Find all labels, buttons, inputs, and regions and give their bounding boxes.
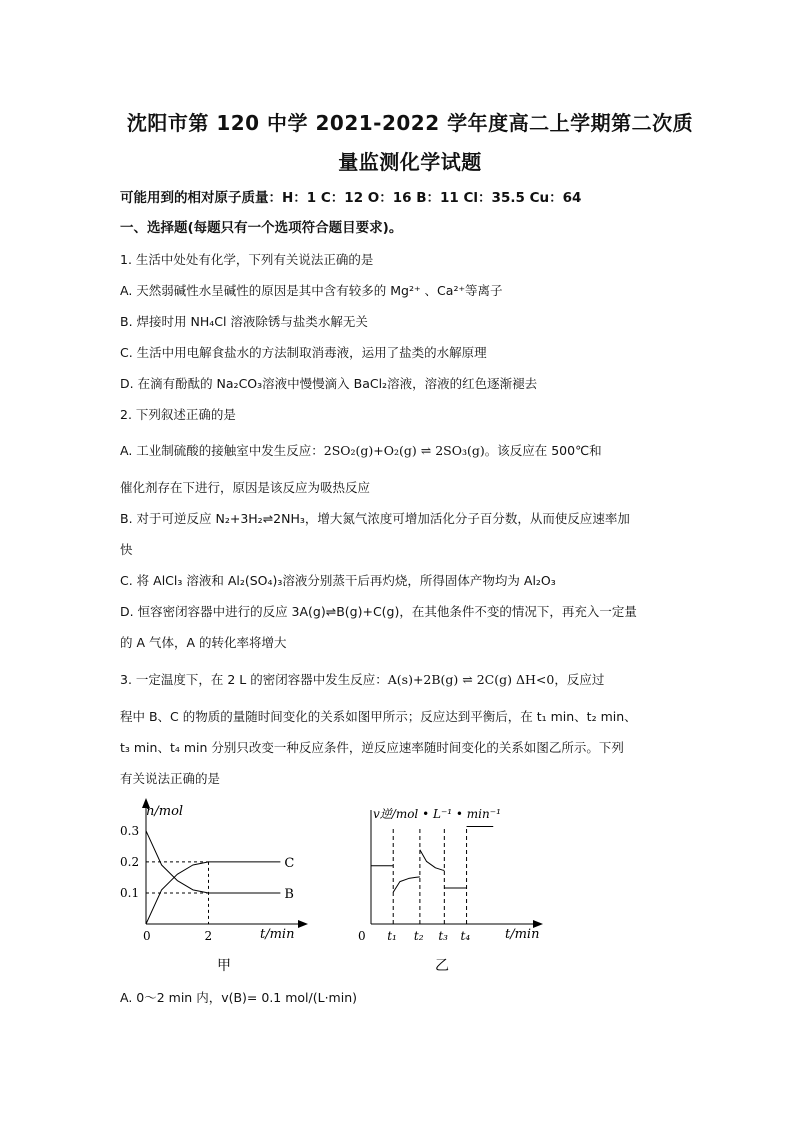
- q3-option-a: A. 0～2 min 内，v(B)= 0.1 mol/(L·min): [120, 990, 357, 1005]
- q2-option-a-text1: A. 工业制硫酸的接触室中发生反应：: [120, 443, 324, 458]
- q1-option-b: B. 焊接时用 NH₄Cl 溶液除锈与盐类水解无关: [120, 314, 368, 329]
- chart-jia-y-tick-label: 0.2: [120, 854, 140, 869]
- chart-yi-x-tick-label: t₁: [387, 929, 397, 943]
- q2-option-d-cont: 的 A 气体，A 的转化率将增大: [120, 635, 287, 650]
- chart-jia: [110, 798, 310, 978]
- chart-jia-x-tick-label: 0: [143, 929, 151, 943]
- chart-yi-x-tick-label: t₂: [413, 929, 424, 943]
- chart-yi-x-tick-label: 0: [358, 929, 366, 943]
- q2-stem: 2. 下列叙述正确的是: [120, 407, 236, 422]
- q2-option-d: D. 恒容密闭容器中进行的反应 3A(g)⇌B(g)+C(g)，在其他条件不变的情况下，再充入一定量: [120, 604, 637, 619]
- exam-title-line2: 量监测化学试题: [338, 150, 482, 174]
- q3-stem-line3: t₃ min、t₄ min 分别只改变一种反应条件，逆反应速率随时间变化的关系如图乙所示。下列: [120, 740, 624, 755]
- chart-yi-series-segment-2: [393, 877, 420, 892]
- chart-jia-series-label-B: B: [284, 886, 294, 902]
- q2-option-a-text2: 。该反应在 500℃和: [484, 443, 602, 458]
- section-heading-choice: 一、选择题(每题只有一个选项符合题目要求)。: [120, 220, 403, 236]
- q2-option-a-equation: 2SO₂(g)+O₂(g) ⇌ 2SO₃(g): [323, 443, 485, 458]
- q1-stem: 1. 生活中处处有化学，下列有关说法正确的是: [120, 252, 374, 267]
- q2-option-b: B. 对于可逆反应 N₂+3H₂⇌2NH₃，增大氮气浓度可增加活化分子百分数，从而使反应速率加: [120, 511, 630, 526]
- q3-stem-line4: 有关说法正确的是: [120, 771, 221, 786]
- chart-jia-y-tick-label: 0.3: [120, 823, 140, 838]
- chart-yi-series-segment-3: [420, 850, 444, 871]
- chart-jia-title: 甲: [217, 958, 231, 974]
- q1-option-c: C. 生活中用电解食盐水的方法制取消毒液，运用了盐类的水解原理: [120, 345, 487, 360]
- q1-option-a: A. 天然弱碱性水呈碱性的原因是其中含有较多的 Mg²⁺ 、Ca²⁺等离子: [120, 283, 503, 298]
- atomic-masses-note: 可能用到的相对原子质量：H：1 C：12 O：16 B：11 Cl：35.5 Cu：64: [120, 190, 582, 206]
- chart-jia-x-tick-label: 2: [204, 929, 213, 943]
- chart-jia-xlabel: t/min: [260, 927, 295, 942]
- q2-option-a-cont: 催化剂存在下进行，原因是该反应为吸热反应: [120, 480, 371, 495]
- q3-stem-line1: [120, 670, 604, 688]
- chart-jia-marks: [120, 798, 308, 943]
- chart-yi-x-tick-label: t₄: [460, 929, 471, 943]
- chart-yi-marks: [358, 810, 543, 943]
- chart-yi: [355, 798, 555, 978]
- q2-option-a: [120, 441, 602, 459]
- exam-title-line1: 沈阳市第 120 中学 2021-2022 学年度高二上学期第二次质: [126, 111, 694, 135]
- q3-stem-text1: 3. 一定温度下，在 2 L 的密闭容器中发生反应：: [120, 672, 388, 687]
- chart-yi-title: 乙: [435, 958, 449, 974]
- chart-yi-ylabel: v逆/mol • L⁻¹ • min⁻¹: [373, 807, 501, 821]
- chart-yi-x-tick-label: t₃: [438, 929, 448, 943]
- q1-option-d: D. 在滴有酚酞的 Na₂CO₃溶液中慢慢滴入 BaCl₂溶液，溶液的红色逐渐褪去: [120, 376, 538, 391]
- chart-jia-series-label-C: C: [284, 855, 295, 871]
- q3-equation: A(s)+2B(g) ⇌ 2C(g) ΔH<0: [387, 672, 555, 687]
- q3-stem-line2: 程中 B、C 的物质的量随时间变化的关系如图甲所示；反应达到平衡后，在 t₁ min、t₂ min、: [120, 709, 637, 724]
- q3-stem-text2: ，反应过: [554, 672, 605, 687]
- q2-option-c: C. 将 AlCl₃ 溶液和 Al₂(SO₄)₃溶液分别蒸干后再灼烧，所得固体产物均为 Al₂O₃: [120, 573, 556, 588]
- chart-jia-x-arrow: [298, 920, 308, 928]
- chart-yi-xlabel: t/min: [505, 927, 540, 942]
- chart-jia-ylabel: n/mol: [146, 804, 184, 819]
- chart-jia-y-tick-label: 0.1: [120, 885, 140, 900]
- q2-option-b-cont: 快: [120, 542, 133, 557]
